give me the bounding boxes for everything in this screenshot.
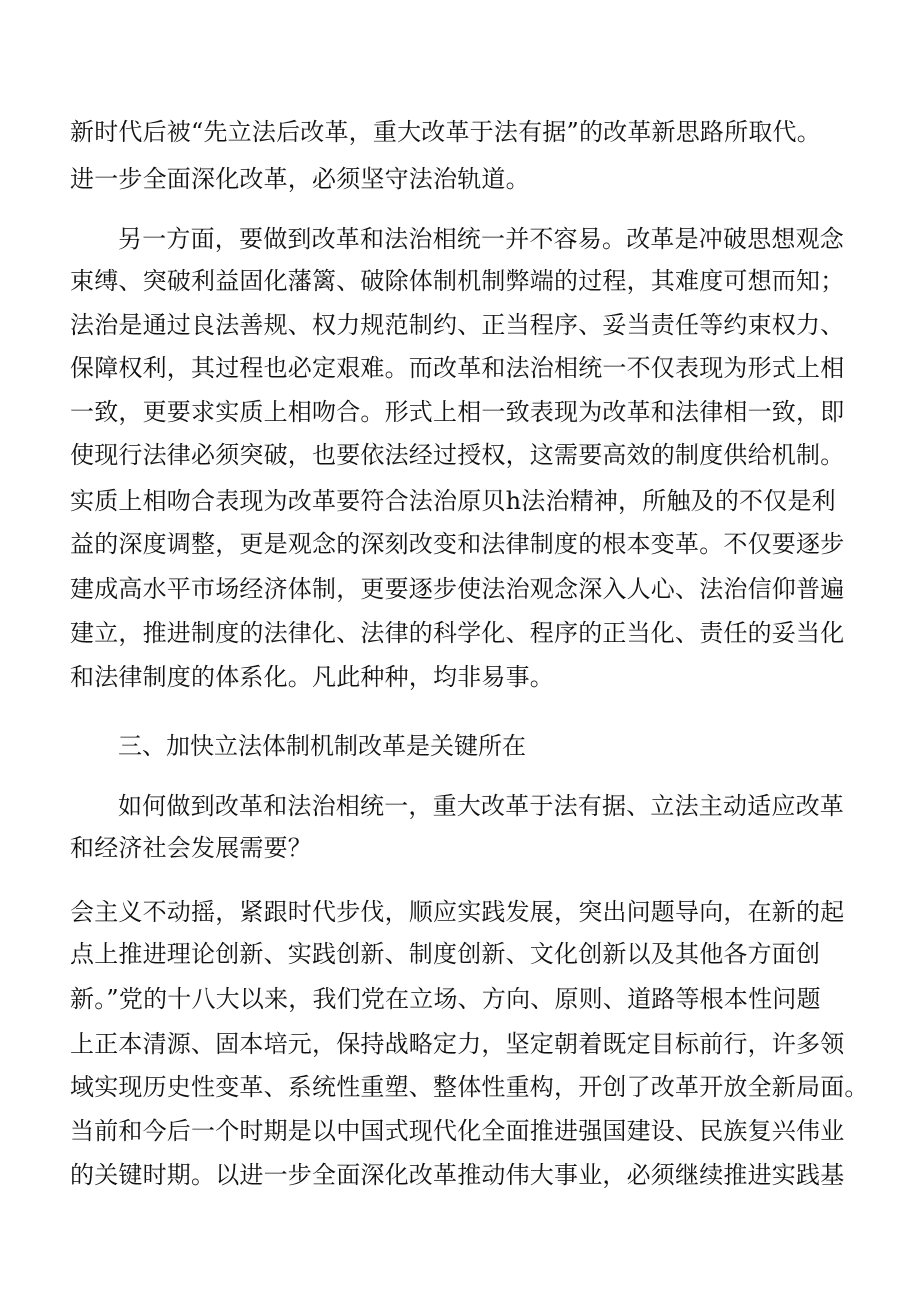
text-line: 束缚、突破利益固化藩篱、破除体制机制弊端的过程，其难度可想而知； (70, 267, 845, 295)
text-line: 进一步全面深化改革，必须坚守法治轨道。 (70, 165, 530, 193)
text-line: 一致，更要求实质上相吻合。形式上相一致表现为改革和法律相一致，即 (70, 398, 845, 426)
text-line: 保障权利，其过程也必定艰难。而改革和法治相统一不仅表现为形式上相 (70, 354, 845, 382)
section-heading: 三、加快立法体制机制改革是关键所在 (118, 732, 526, 760)
text-line: 域实现历史性变革、系统性重塑、整体性重构，开创了改革开放全新局面。 (70, 1073, 869, 1101)
text-line: 和经济社会发展需要？ (70, 834, 312, 862)
text-line: 另一方面，要做到改革和法治相统一并不容易。改革是冲破思想观念 (118, 225, 844, 253)
text-line: 上正本清源、固本培元，保持战略定力，坚定朝着既定目标前行，许多领 (70, 1030, 845, 1058)
text-line: 建成高水平市场经济体制，更要逐步使法治观念深入人心、法治信仰普遍 (70, 575, 845, 603)
text-line: 使现行法律必须突破，也要依法经过授权，这需要高效的制度供给机制。 (70, 441, 845, 469)
text-line: 益的深度调整，更是观念的深刻改变和法律制度的根本变革。不仅要逐步 (70, 530, 845, 558)
text-line: 建立，推进制度的法律化、法律的科学化、程序的正当化、责任的妥当化 (70, 619, 845, 647)
text-line: 实质上相吻合表现为改革要符合法治原贝h法治精神，所触及的不仅是利 (70, 487, 836, 515)
text-line: 会主义不动摇，紧跟时代步伐，顺应实践发展，突出问题导向，在新的起 (70, 898, 845, 926)
text-line: 和法律制度的体系化。凡此种种，均非易事。 (70, 663, 554, 691)
text-line: 的关键时期。以进一步全面深化改革推动伟大事业，必须继续推进实践基 (70, 1161, 845, 1189)
text-line: 新。”党的十八大以来，我们党在立场、方向、原则、道路等根本性问题 (70, 985, 821, 1013)
text-line: 新时代后被“先立法后改革，重大改革于法有据”的改革新思路所取代。 (70, 118, 821, 146)
text-line: 法治是通过良法善规、权力规范制约、正当程序、妥当责任等约束权力、 (70, 311, 845, 339)
text-line: 如何做到改革和法治相统一，重大改革于法有据、立法主动适应改革 (118, 792, 844, 820)
text-line: 当前和今后一个时期是以中国式现代化全面推进强国建设、民族复兴伟业 (70, 1117, 845, 1145)
text-line: 点上推进理论创新、实践创新、制度创新、文化创新以及其他各方面创 (70, 940, 821, 968)
